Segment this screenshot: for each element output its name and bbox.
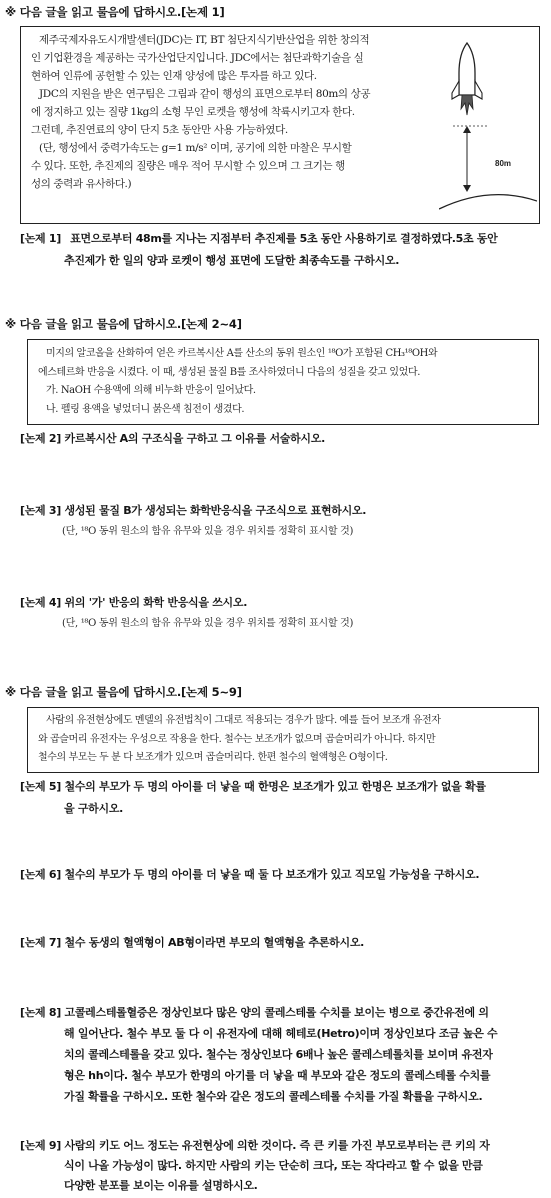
passage-line: 수 있다. 또한, 추진제의 질량은 매우 적어 무시할 수 있으며 그 크기는 행 bbox=[31, 160, 345, 172]
section2-passage-box bbox=[27, 339, 539, 425]
question-6: [논제 6] 철수의 부모가 두 명의 아이를 더 낳을 때 둘 다 보조개가 있고 직모일 가능성을 구하시오. bbox=[20, 868, 480, 881]
passage-line: 에 정지하고 있는 질량 1kg의 소형 무인 로켓을 행성에 착륙시키고자 한다. bbox=[31, 106, 355, 118]
question-2: [논제 2] 카르복시산 A의 구조식을 구하고 그 이유를 서술하시오. bbox=[20, 432, 325, 445]
question-8-line: 형은 hh이다. 철수 부모가 한명의 아기를 더 낳을 때 부모와 같은 정도의 콜레스테롤 수치를 bbox=[64, 1069, 491, 1082]
question-8-line: [논제 8] 고콜레스테롤혈증은 정상인보다 많은 양의 콜레스테롤 수치를 보이는 병으로 중간유전에 의 bbox=[20, 1006, 489, 1019]
section2-header: ※ 다음 글을 읽고 물음에 답하시오.[논제 2~4] bbox=[5, 317, 242, 331]
question-3: [논제 3] 생성된 물질 B가 생성되는 화학반응식을 구조식으로 표현하시오. bbox=[20, 504, 367, 517]
question-9-line: 식이 나올 가능성이 많다. 하지만 사람의 키는 단순히 크다, 또는 작다라고 할 수 없을 만큼 bbox=[64, 1159, 483, 1172]
passage-line: 와 곱슬머리 유전자는 우성으로 작용을 한다. 철수는 보조개가 없으며 곱슬머리가 아니다. 하지만 bbox=[38, 733, 436, 745]
question-9-line: 다양한 분포를 보이는 이유를 설명하시오. bbox=[64, 1179, 258, 1192]
question-8-line: 치의 콜레스테롤을 갖고 있다. 철수는 정상인보다 6배나 높은 콜레스테롤치를 보이며 유전자 bbox=[64, 1048, 493, 1061]
passage-line: 인 기업환경을 제공하는 국가산업단지입니다. JDC에서는 첨단과학기술을 실 bbox=[31, 52, 364, 64]
rocket-figure bbox=[439, 33, 537, 221]
section1-passage-box bbox=[20, 26, 540, 224]
question-8 bbox=[20, 1002, 550, 1107]
passage-line: 에스테르화 반응을 시켰다. 이 때, 생성된 물질 B를 조사하였더니 다음의 성질을 갖고 있었다. bbox=[38, 366, 420, 378]
question-5-line: [논제 5] 철수의 부모가 두 명의 아이를 더 낳을 때 한명은 보조개가 있고 한명은 보조개가 없을 확률 bbox=[20, 780, 486, 793]
question-8-line: 가질 확률을 구하시오. 또한 철수와 같은 정도의 콜레스테롤 수치를 가질 확률을 구하시오. bbox=[64, 1090, 483, 1103]
passage-line: 철수의 부모는 두 분 다 보조개가 있으며 곱슬머리다. 한편 철수의 혈액형은 O형이다. bbox=[38, 752, 388, 763]
planet-surface bbox=[439, 195, 537, 209]
question-7: [논제 7] 철수 동생의 혈액형이 AB형이라면 부모의 혈액형을 추론하시오. bbox=[20, 936, 365, 949]
passage-line: 현하여 인류에 공헌할 수 있는 인재 양성에 많은 투자를 하고 있다. bbox=[31, 70, 317, 82]
question-4-note: (단, ¹⁸O 동위 원소의 함유 유무와 있을 경우 위치를 정확히 표시할 것) bbox=[62, 618, 354, 629]
passage-line: 성의 중력과 유사하다.) bbox=[31, 178, 132, 190]
passage-line: 가. NaOH 수용액에 의해 비누화 반응이 일어났다. bbox=[46, 385, 256, 396]
section3-header: ※ 다음 글을 읽고 물음에 답하시오.[논제 5~9] bbox=[5, 685, 242, 699]
question-9 bbox=[20, 1136, 550, 1196]
rocket-icon bbox=[452, 43, 482, 115]
question-3-note: (단, ¹⁸O 동위 원소의 함유 유무와 있을 경우 위치를 정확히 표시할 것) bbox=[62, 526, 354, 537]
question-5 bbox=[20, 776, 550, 820]
question-1-line: 추진제가 한 일의 양과 로켓이 행성 표면에 도달한 최종속도를 구하시오. bbox=[64, 254, 400, 267]
height-label: 80m bbox=[495, 159, 512, 168]
question-9-line: [논제 9] 사람의 키도 어느 정도는 유전현상에 의한 것이다. 즉 큰 키를 가진 부모로부터는 큰 키의 자 bbox=[20, 1139, 490, 1152]
passage-line: 나. 펠링 용액을 넣었더니 붉은색 침전이 생겼다. bbox=[46, 403, 245, 415]
question-1-tag: [논제 1] bbox=[20, 232, 61, 245]
section3-passage-box bbox=[27, 707, 539, 773]
passage-line: 그런데, 추진연료의 양이 단지 5초 동안만 사용 가능하였다. bbox=[31, 124, 288, 136]
passage-line: 제주국제자유도시개발센터(JDC)는 IT, BT 첨단지식기반산업을 위한 창의적 bbox=[39, 34, 370, 46]
question-1-line: 표면으로부터 48m를 지나는 지점부터 추진제를 5초 동안 사용하기로 결정하였다.5초 동안 bbox=[70, 232, 498, 245]
section3-passage bbox=[38, 712, 538, 768]
passage-line: JDC의 지원을 받은 연구팀은 그림과 같이 행성의 표면으로부터 80m의 상공 bbox=[39, 88, 371, 100]
question-8-line: 해 일어난다. 철수 부모 둘 다 이 유전자에 대해 헤테로(Hetro)이며 정상인보다 조금 높은 수 bbox=[64, 1027, 498, 1040]
passage-line: 미지의 알코올을 산화하여 얻은 카르복시산 A를 산소의 동위 원소인 ¹⁸O가 포함된 CH₃¹⁸OH와 bbox=[46, 348, 438, 359]
section1-passage bbox=[31, 31, 436, 193]
question-1 bbox=[20, 228, 550, 272]
passage-line: (단, 행성에서 중력가속도는 g=1 m/s² 이며, 공기에 의한 마찰은 무시할 bbox=[39, 142, 352, 154]
section2-passage bbox=[38, 345, 538, 419]
question-5-line: 을 구하시오. bbox=[64, 802, 124, 815]
question-4: [논제 4] 위의 '가' 반응의 화학 반응식을 쓰시오. bbox=[20, 596, 248, 609]
section1-header: ※ 다음 글을 읽고 물음에 답하시오.[논제 1] bbox=[5, 5, 225, 19]
passage-line: 사람의 유전현상에도 멘델의 유전법칙이 그대로 적용되는 경우가 많다. 예를 들어 보조개 유전자 bbox=[46, 715, 441, 726]
